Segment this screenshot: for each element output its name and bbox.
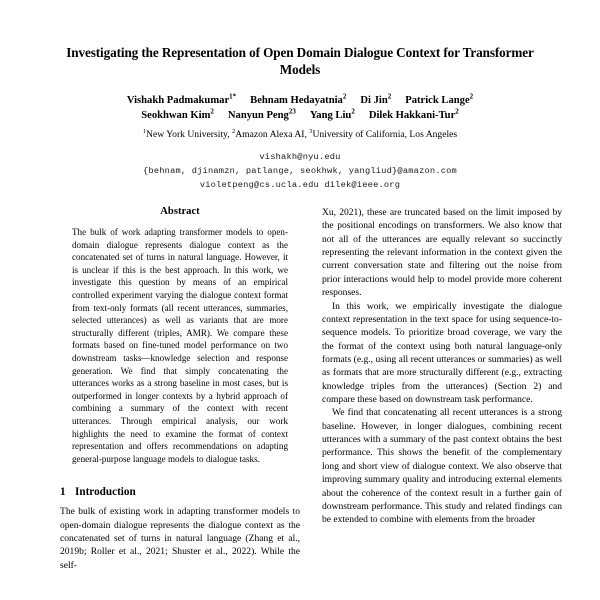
affiliation-marker: 3 bbox=[309, 127, 313, 135]
author-affiliation-marker: 23 bbox=[288, 107, 296, 116]
abstract-text: The bulk of work adapting transformer models to open-domain dialogue represents dialogue context as the concatenated set of turns in natural language. However, it is unclear if this is the best approach. In this work, we investigate this question by means of an empirical controlled experiment varying the dialogue context format from text-only formats (all recent utterances, summaries, selected utterances) as well as variants that are more structurally different (triples, AMR). We compare these formats based on fine-tuned model performance on two downstream tasks—knowledge selection and response generation. We find that simply concatenating the utterances works as a strong baseline in most cases, but is outperformed in longer contexts by a hybrid approach of combining a summary of the context with recent utterances. Through empirical analysis, our work highlights the need to examine the format of context representation and offers recommendations on adapting general-purpose language models to dialogue tasks. bbox=[72, 227, 288, 464]
author bbox=[309, 107, 355, 122]
affiliation-list bbox=[62, 128, 538, 141]
section-number: 1 bbox=[60, 486, 66, 499]
affiliation-name: University of California, Los Angeles bbox=[312, 128, 458, 140]
affiliation-marker: 1 bbox=[142, 127, 147, 135]
email-line: {behnam, djinamzn, patlange, seokhwk, yangliud}@amazon.com bbox=[143, 166, 457, 177]
affiliation bbox=[232, 129, 307, 140]
affiliation-name: Amazon Alexa AI, bbox=[235, 128, 307, 140]
email-line: vishakh@nyu.edu bbox=[259, 151, 341, 162]
author-name: Dilek Hakkani-Tur bbox=[368, 110, 456, 122]
left-column bbox=[60, 206, 300, 600]
affiliation-name: New York University, bbox=[146, 128, 230, 140]
author-affiliation-marker: 2 bbox=[210, 107, 214, 116]
email-list bbox=[62, 150, 538, 192]
author bbox=[126, 92, 237, 106]
body-columns bbox=[0, 206, 600, 600]
author-name: Behnam Hedayatnia bbox=[250, 94, 343, 106]
introduction-paragraph: The bulk of existing work in adapting transformer models to open-domain dialogue represents the dialogue context as the concatenated set of turns in natural language (Zhang et al., 2019b; Roller et al., 2021; Shuster et al., 2022). While the self- bbox=[60, 506, 300, 571]
section-heading-introduction bbox=[60, 486, 300, 498]
author-name: Seokhwan Kim bbox=[141, 110, 211, 122]
section-title: Introduction bbox=[75, 486, 136, 499]
affiliation bbox=[309, 129, 457, 140]
author bbox=[250, 92, 347, 106]
author bbox=[368, 107, 459, 122]
author-name: Di Jin bbox=[360, 94, 388, 106]
author-name: Patrick Lange bbox=[405, 94, 470, 106]
author bbox=[405, 92, 474, 106]
abstract-heading: Abstract bbox=[160, 206, 200, 217]
author bbox=[227, 107, 296, 122]
author-name: Nanyun Peng bbox=[227, 110, 289, 122]
author-name: Yang Liu bbox=[309, 110, 352, 122]
body-paragraph: Xu, 2021), these are truncated based on the limit imposed by the positional encodings on transformers. We also know that not all of the utterances are equally relevant so succinctly representing the relevant information in the context given the current conversation state and filtering out the noise from prior interactions would help to model provide more coherent responses. bbox=[322, 207, 562, 299]
abstract-section bbox=[60, 206, 300, 465]
page-title: Investigating the Representation of Open Domain Dialogue Context for Transformer Models bbox=[66, 45, 534, 78]
email-line: violetpeng@cs.ucla.edu dilek@ieee.org bbox=[199, 180, 401, 191]
author-list bbox=[62, 93, 538, 124]
author-affiliation-marker: 2 bbox=[387, 92, 392, 101]
author-affiliation-marker: 1* bbox=[229, 92, 237, 101]
affiliation bbox=[143, 129, 230, 140]
author-affiliation-marker: 2 bbox=[342, 92, 347, 101]
body-paragraph: We find that concatenating all recent utterances is a strong baseline. However, in longer dialogues, combining recent utterances with a summary of the past context obtains the best performance. This shows the benefit of the complementary long and short view of dialogue context. We also observe that improving summary quality and introducing external elements about the coherence of the context result in a further gain of downstream performance. This study and related findings can be extended to combine with elements from the broader bbox=[322, 407, 562, 526]
author bbox=[360, 92, 392, 106]
right-column bbox=[322, 206, 562, 600]
author-affiliation-marker: 2 bbox=[469, 92, 474, 101]
author-affiliation-marker: 2 bbox=[351, 107, 355, 116]
author-name: Vishakh Padmakumar bbox=[126, 94, 230, 106]
affiliation-marker: 2 bbox=[232, 127, 236, 135]
body-paragraph: In this work, we empirically investigate the dialogue context representation in the text space for using sequence-to-sequence models. To prioritize broad coverage, we vary the the format of the context using both natural language-only formats (e.g., using all recent utterances or summaries) as well as formats that are more structurally different (e.g., extracting knowledge triples from the utterances) (Section 2) and compare these based on downstream task performance. bbox=[322, 300, 562, 406]
title-block bbox=[0, 0, 600, 192]
author bbox=[141, 107, 214, 122]
author-affiliation-marker: 2 bbox=[455, 107, 459, 116]
